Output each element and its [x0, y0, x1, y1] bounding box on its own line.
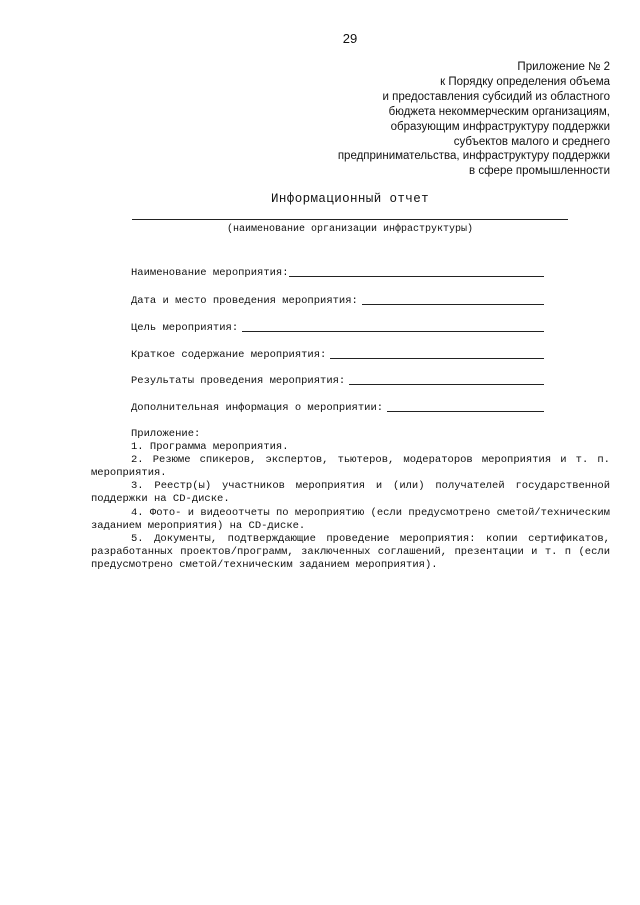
field-event-date-place [131, 295, 544, 307]
report-title: Информационный отчет [270, 192, 430, 206]
field-event-name [131, 267, 544, 279]
field-event-summary [131, 349, 544, 361]
organization-name-blank[interactable] [132, 219, 568, 220]
attachment-item: 2. Резюме спикеров, экспертов, тьютеров, модераторов мероприятия и т. п. мероприятия. [91, 454, 610, 480]
fill-in-blank[interactable] [362, 303, 544, 305]
attachments-heading: Приложение: [131, 428, 201, 440]
attachment-item: 4. Фото- и видеоотчеты по мероприятию (если предусмотрено сметой/техническим заданием мероприятия) на CD-диске. [91, 506, 610, 532]
field-event-goal [131, 322, 544, 334]
attachment-item: 3. Реестр(ы) участников мероприятия и (или) получателей государственной поддержки на CD-диске. [91, 480, 610, 506]
appendix-header-line: субъектов малого и среднего [453, 135, 610, 148]
organization-name-caption: (наименование организации инфраструктуры) [226, 224, 474, 235]
appendix-header-line: и предоставления субсидий из областного [382, 90, 610, 103]
fill-in-blank[interactable] [349, 383, 544, 385]
field-label: Краткое содержание мероприятия: [131, 349, 327, 361]
fill-in-blank[interactable] [387, 410, 544, 412]
field-event-results [131, 375, 544, 387]
appendix-header-line: образующим инфраструктуру поддержки [390, 120, 610, 133]
appendix-header-line: бюджета некоммерческим организациям, [388, 105, 610, 118]
attachment-item: 1. Программа мероприятия. [131, 441, 289, 454]
field-label: Цель мероприятия: [131, 322, 239, 334]
fill-in-blank[interactable] [330, 357, 544, 359]
fill-in-blank[interactable] [242, 330, 544, 332]
appendix-header-line: Приложение № 2 [517, 61, 610, 73]
appendix-header-line: к Порядку определения объема [440, 75, 610, 88]
field-label: Дата и место проведения мероприятия: [131, 295, 358, 307]
attachment-item: 5. Документы, подтверждающие проведение мероприятия: копии сертификатов, разработанных проектов/программ, заключенных соглашений, презентации и т. п (если предусмотрено сметой/техническим заданием мероприятия). [91, 532, 610, 571]
field-label: Наименование мероприятия: [131, 267, 289, 279]
appendix-header-line: предпринимательства, инфраструктуру поддержки [337, 150, 610, 163]
appendix-header-line: в сфере промышленности [469, 165, 610, 178]
fill-in-blank[interactable] [289, 275, 544, 277]
appendix-header [280, 60, 610, 179]
attachments-list [91, 428, 610, 572]
field-additional-info [131, 402, 544, 414]
field-label: Дополнительная информация о мероприятии: [131, 402, 384, 414]
field-label: Результаты проведения мероприятия: [131, 375, 346, 387]
page-number: 29 [342, 31, 358, 46]
